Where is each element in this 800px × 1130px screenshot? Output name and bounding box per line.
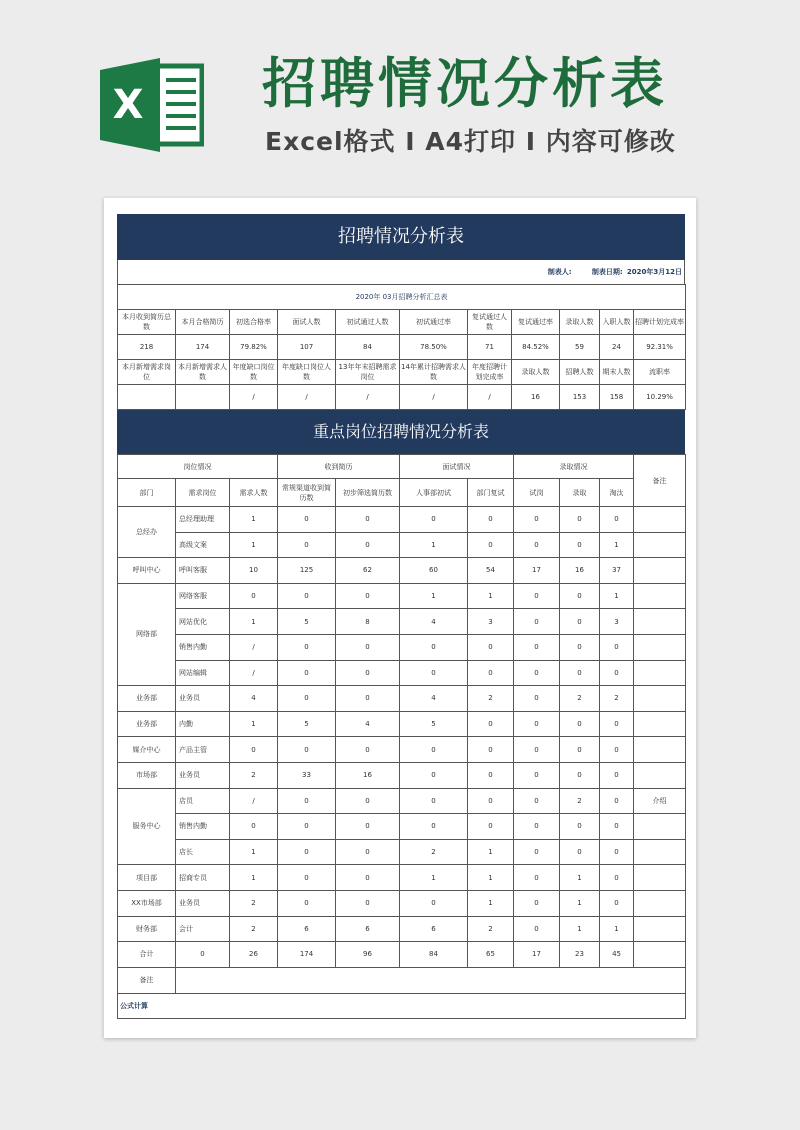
summary-header-cell: 录取人数 bbox=[512, 360, 560, 385]
column-header: 部门复试 bbox=[468, 479, 514, 507]
department-cell: 服务中心 bbox=[118, 788, 176, 865]
table-cell: / bbox=[230, 634, 278, 660]
table-cell: 0 bbox=[468, 762, 514, 788]
summary-value-cell: 84.52% bbox=[512, 335, 560, 360]
table-row bbox=[118, 660, 686, 686]
table-cell: 0 bbox=[336, 890, 400, 916]
table-cell: 0 bbox=[278, 788, 336, 814]
table-cell: 45 bbox=[600, 942, 634, 968]
table-cell: 0 bbox=[560, 507, 600, 533]
table-cell: 0 bbox=[336, 865, 400, 891]
table-cell: 0 bbox=[600, 890, 634, 916]
table-cell: 0 bbox=[336, 788, 400, 814]
table-cell: 0 bbox=[278, 660, 336, 686]
table-cell: 125 bbox=[278, 558, 336, 584]
table-cell: 17 bbox=[514, 558, 560, 584]
table-cell: 0 bbox=[400, 660, 468, 686]
summary-header-cell: 年度缺口岗位数 bbox=[230, 360, 278, 385]
remark-cell bbox=[634, 711, 686, 737]
table-cell: / bbox=[230, 660, 278, 686]
table-cell: 0 bbox=[514, 865, 560, 891]
summary-value-cell bbox=[118, 385, 176, 410]
table-cell: 0 bbox=[468, 507, 514, 533]
column-header: 需求岗位 bbox=[176, 479, 230, 507]
table-cell: 2 bbox=[230, 762, 278, 788]
table-cell: 0 bbox=[278, 532, 336, 558]
department-cell: 总经办 bbox=[118, 507, 176, 558]
table-cell: 0 bbox=[560, 609, 600, 635]
table-cell: 1 bbox=[230, 609, 278, 635]
summary-value-cell: 107 bbox=[278, 335, 336, 360]
table-cell: 3 bbox=[600, 609, 634, 635]
table-row bbox=[118, 788, 686, 814]
sheet-title: 招聘情况分析表 bbox=[117, 214, 685, 260]
table-cell: 0 bbox=[336, 634, 400, 660]
table-cell: 1 bbox=[560, 890, 600, 916]
table-cell: 0 bbox=[514, 916, 560, 942]
table-cell: 店长 bbox=[176, 839, 230, 865]
table-cell: 6 bbox=[400, 916, 468, 942]
table-cell: 10 bbox=[230, 558, 278, 584]
summary-value-cell: / bbox=[336, 385, 400, 410]
table-cell: 呼叫客服 bbox=[176, 558, 230, 584]
remark-cell bbox=[634, 634, 686, 660]
summary-header-cell: 复试通过人数 bbox=[468, 310, 512, 335]
table-cell: 0 bbox=[336, 737, 400, 763]
table-cell: 产品主管 bbox=[176, 737, 230, 763]
table-cell: 0 bbox=[278, 814, 336, 840]
table-cell: 1 bbox=[230, 865, 278, 891]
group-header: 面试情况 bbox=[400, 455, 514, 479]
table-row bbox=[118, 711, 686, 737]
table-row bbox=[118, 558, 686, 584]
table-cell: 2 bbox=[560, 788, 600, 814]
table-row bbox=[118, 942, 686, 968]
remark-cell bbox=[634, 865, 686, 891]
table-cell: 0 bbox=[514, 532, 560, 558]
column-header: 录取 bbox=[560, 479, 600, 507]
summary-value-cell: 59 bbox=[560, 335, 600, 360]
summary-value-cell: 153 bbox=[560, 385, 600, 410]
table-cell: 0 bbox=[278, 634, 336, 660]
table-cell: 0 bbox=[600, 839, 634, 865]
remark-cell bbox=[634, 762, 686, 788]
remark-cell bbox=[634, 737, 686, 763]
table-cell: 2 bbox=[600, 686, 634, 712]
date-value: 2020年3月12日 bbox=[626, 268, 682, 276]
table-cell: 0 bbox=[514, 609, 560, 635]
table-cell: 0 bbox=[468, 788, 514, 814]
department-cell: 呼叫中心 bbox=[118, 558, 176, 584]
remark-column-header: 备注 bbox=[634, 455, 686, 507]
table-cell: 26 bbox=[230, 942, 278, 968]
table-cell: 0 bbox=[600, 634, 634, 660]
table-cell: 0 bbox=[468, 711, 514, 737]
table-cell: 0 bbox=[560, 583, 600, 609]
table-cell: 0 bbox=[514, 660, 560, 686]
table-cell: 0 bbox=[400, 737, 468, 763]
summary-value-cell: 92.31% bbox=[634, 335, 686, 360]
column-header: 试岗 bbox=[514, 479, 560, 507]
summary-value-cell: 10.29% bbox=[634, 385, 686, 410]
svg-text:X: X bbox=[112, 82, 144, 128]
group-header: 岗位情况 bbox=[118, 455, 278, 479]
table-cell: 16 bbox=[560, 558, 600, 584]
table-cell: 1 bbox=[468, 583, 514, 609]
table-cell: 2 bbox=[468, 916, 514, 942]
department-cell: 项目部 bbox=[118, 865, 176, 891]
table-cell: 1 bbox=[468, 890, 514, 916]
table-cell: 0 bbox=[336, 532, 400, 558]
remark-cell bbox=[634, 839, 686, 865]
table-cell: 0 bbox=[600, 711, 634, 737]
group-header: 收到简历 bbox=[278, 455, 400, 479]
table-cell: 33 bbox=[278, 762, 336, 788]
summary-value-cell: / bbox=[400, 385, 468, 410]
table-cell: 0 bbox=[336, 660, 400, 686]
table-cell: 0 bbox=[336, 507, 400, 533]
summary-header-cell: 年度缺口岗位人数 bbox=[278, 360, 336, 385]
date-label: 制表日期: bbox=[591, 268, 623, 276]
remark-cell bbox=[634, 890, 686, 916]
table-cell: 0 bbox=[278, 890, 336, 916]
table-cell: 0 bbox=[400, 762, 468, 788]
summary-value-cell: 16 bbox=[512, 385, 560, 410]
remark-cell bbox=[634, 558, 686, 584]
summary-header-cell: 面试人数 bbox=[278, 310, 336, 335]
table-cell: 0 bbox=[560, 660, 600, 686]
table-cell: 0 bbox=[514, 634, 560, 660]
page-header bbox=[0, 0, 800, 196]
table-cell: 0 bbox=[278, 737, 336, 763]
table-cell: 65 bbox=[468, 942, 514, 968]
table-cell: 0 bbox=[230, 814, 278, 840]
table-cell: 0 bbox=[468, 814, 514, 840]
table-cell: 0 bbox=[514, 507, 560, 533]
table-cell: 1 bbox=[600, 532, 634, 558]
table-row bbox=[118, 583, 686, 609]
table-cell: 1 bbox=[468, 839, 514, 865]
table-cell: 0 bbox=[514, 890, 560, 916]
table-cell: 2 bbox=[468, 686, 514, 712]
table-cell: 0 bbox=[600, 737, 634, 763]
table-cell: 0 bbox=[278, 583, 336, 609]
table-cell: 2 bbox=[230, 890, 278, 916]
table-row bbox=[118, 762, 686, 788]
table-cell: 23 bbox=[560, 942, 600, 968]
table-cell: 高级文案 bbox=[176, 532, 230, 558]
spreadsheet-page bbox=[104, 198, 696, 1038]
summary-header-cell: 本月新增需求岗位 bbox=[118, 360, 176, 385]
table-cell: 0 bbox=[560, 814, 600, 840]
table-cell: 0 bbox=[514, 839, 560, 865]
summary-value-cell: 71 bbox=[468, 335, 512, 360]
summary-header-cell: 本月新增需求人数 bbox=[176, 360, 230, 385]
table-cell: 84 bbox=[400, 942, 468, 968]
group-header: 录取情况 bbox=[514, 455, 634, 479]
table-cell: 0 bbox=[560, 634, 600, 660]
table-row bbox=[118, 507, 686, 533]
department-cell: 业务部 bbox=[118, 686, 176, 712]
column-header: 淘汰 bbox=[600, 479, 634, 507]
table-cell: 0 bbox=[514, 814, 560, 840]
table-cell: 0 bbox=[514, 583, 560, 609]
department-cell: 业务部 bbox=[118, 711, 176, 737]
department-cell: 合计 bbox=[118, 942, 176, 968]
table-row bbox=[118, 839, 686, 865]
formula-label: 公式计算 bbox=[118, 993, 686, 1019]
table-cell: 内勤 bbox=[176, 711, 230, 737]
table-cell: 0 bbox=[600, 660, 634, 686]
table-row bbox=[118, 609, 686, 635]
table-cell: 37 bbox=[600, 558, 634, 584]
table-cell: 0 bbox=[176, 942, 230, 968]
table-cell: 店员 bbox=[176, 788, 230, 814]
summary-header-cell: 复试通过率 bbox=[512, 310, 560, 335]
table-cell: 会计 bbox=[176, 916, 230, 942]
department-cell: 媒介中心 bbox=[118, 737, 176, 763]
table-cell: 招商专员 bbox=[176, 865, 230, 891]
remark-cell bbox=[634, 916, 686, 942]
table-cell: 0 bbox=[336, 839, 400, 865]
summary-header-cell: 招聘计划完成率 bbox=[634, 310, 686, 335]
summary-header-cell: 流职率 bbox=[634, 360, 686, 385]
table-cell: 0 bbox=[468, 660, 514, 686]
table-cell: / bbox=[230, 788, 278, 814]
table-row bbox=[118, 634, 686, 660]
excel-logo-icon bbox=[100, 58, 204, 152]
table-cell: 1 bbox=[400, 865, 468, 891]
summary-header-cell: 期末人数 bbox=[600, 360, 634, 385]
summary-header-cell: 年度招聘计划完成率 bbox=[468, 360, 512, 385]
remark-label: 备注 bbox=[118, 967, 176, 993]
table-cell: 0 bbox=[400, 890, 468, 916]
table-cell: 54 bbox=[468, 558, 514, 584]
remark-cell: 介绍 bbox=[634, 788, 686, 814]
column-header: 初步筛选简历数 bbox=[336, 479, 400, 507]
summary-header-cell: 本月合格简历 bbox=[176, 310, 230, 335]
table-cell: 0 bbox=[468, 737, 514, 763]
key-positions-title: 重点岗位招聘情况分析表 bbox=[117, 410, 685, 454]
table-cell: 1 bbox=[230, 839, 278, 865]
table-cell: 8 bbox=[336, 609, 400, 635]
table-cell: 网站编辑 bbox=[176, 660, 230, 686]
summary-value-cell: 218 bbox=[118, 335, 176, 360]
summary-header-cell: 14年累计招聘需求人数 bbox=[400, 360, 468, 385]
sheet-meta bbox=[117, 260, 685, 284]
table-cell: 4 bbox=[230, 686, 278, 712]
department-cell: XX市场部 bbox=[118, 890, 176, 916]
table-cell: 2 bbox=[560, 686, 600, 712]
summary-caption: 2020年 03月招聘分析汇总表 bbox=[118, 285, 686, 310]
summary-value-cell bbox=[176, 385, 230, 410]
table-cell: 96 bbox=[336, 942, 400, 968]
table-cell: 销售内勤 bbox=[176, 634, 230, 660]
table-cell: 0 bbox=[230, 737, 278, 763]
table-cell: 62 bbox=[336, 558, 400, 584]
summary-header-cell: 初试通过率 bbox=[400, 310, 468, 335]
table-cell: 1 bbox=[560, 916, 600, 942]
table-row bbox=[118, 865, 686, 891]
summary-header-cell: 初试通过人数 bbox=[336, 310, 400, 335]
table-cell: 5 bbox=[400, 711, 468, 737]
table-cell: 0 bbox=[514, 686, 560, 712]
table-cell: 2 bbox=[400, 839, 468, 865]
summary-value-cell: 158 bbox=[600, 385, 634, 410]
table-cell: 网站优化 bbox=[176, 609, 230, 635]
remark-cell bbox=[634, 583, 686, 609]
summary-header-cell: 本月收到简历总数 bbox=[118, 310, 176, 335]
remark-cell bbox=[634, 814, 686, 840]
table-cell: 0 bbox=[400, 788, 468, 814]
key-positions-table bbox=[117, 454, 686, 1019]
table-cell: 0 bbox=[600, 762, 634, 788]
table-cell: 销售内勤 bbox=[176, 814, 230, 840]
table-cell: 2 bbox=[230, 916, 278, 942]
summary-value-cell: / bbox=[230, 385, 278, 410]
summary-value-cell: / bbox=[468, 385, 512, 410]
table-cell: 0 bbox=[278, 865, 336, 891]
summary-header-cell: 入职人数 bbox=[600, 310, 634, 335]
column-header: 人事部初试 bbox=[400, 479, 468, 507]
summary-header-cell: 招聘人数 bbox=[560, 360, 600, 385]
table-cell: 0 bbox=[600, 865, 634, 891]
summary-header-cell: 初选合格率 bbox=[230, 310, 278, 335]
table-row bbox=[118, 686, 686, 712]
table-cell: 1 bbox=[600, 583, 634, 609]
remark-cell bbox=[634, 686, 686, 712]
summary-header-cell: 录取人数 bbox=[560, 310, 600, 335]
remark-cell bbox=[634, 660, 686, 686]
table-row bbox=[118, 737, 686, 763]
table-cell: 0 bbox=[336, 814, 400, 840]
table-cell: 0 bbox=[336, 686, 400, 712]
table-row bbox=[118, 814, 686, 840]
table-cell: 0 bbox=[336, 583, 400, 609]
table-cell: 0 bbox=[560, 839, 600, 865]
remark-cell bbox=[634, 609, 686, 635]
table-cell: 0 bbox=[230, 583, 278, 609]
table-cell: 0 bbox=[278, 507, 336, 533]
table-cell: 0 bbox=[278, 686, 336, 712]
table-cell: 3 bbox=[468, 609, 514, 635]
table-cell: 业务员 bbox=[176, 762, 230, 788]
table-cell: 0 bbox=[514, 762, 560, 788]
table-row bbox=[118, 916, 686, 942]
table-cell: 0 bbox=[400, 507, 468, 533]
table-cell: 6 bbox=[336, 916, 400, 942]
table-cell: 5 bbox=[278, 711, 336, 737]
table-cell: 174 bbox=[278, 942, 336, 968]
table-cell: 业务员 bbox=[176, 890, 230, 916]
remark-cell[interactable] bbox=[176, 967, 686, 993]
column-header: 常规渠道收到简历数 bbox=[278, 479, 336, 507]
remark-cell bbox=[634, 532, 686, 558]
table-cell: 16 bbox=[336, 762, 400, 788]
department-cell: 网络部 bbox=[118, 583, 176, 685]
table-cell: 60 bbox=[400, 558, 468, 584]
table-cell: 1 bbox=[400, 532, 468, 558]
table-cell: 网络客服 bbox=[176, 583, 230, 609]
table-row bbox=[118, 532, 686, 558]
table-cell: 4 bbox=[400, 609, 468, 635]
summary-value-cell: 84 bbox=[336, 335, 400, 360]
table-cell: 4 bbox=[400, 686, 468, 712]
table-cell: 0 bbox=[600, 814, 634, 840]
table-cell: 0 bbox=[600, 507, 634, 533]
table-cell: 0 bbox=[514, 737, 560, 763]
remark-cell bbox=[634, 507, 686, 533]
table-cell: 总经理助理 bbox=[176, 507, 230, 533]
table-cell: 0 bbox=[560, 532, 600, 558]
table-cell: 0 bbox=[400, 634, 468, 660]
table-cell: 0 bbox=[560, 711, 600, 737]
table-cell: 1 bbox=[400, 583, 468, 609]
department-cell: 市场部 bbox=[118, 762, 176, 788]
table-cell: 1 bbox=[230, 507, 278, 533]
table-cell: 6 bbox=[278, 916, 336, 942]
table-cell: 0 bbox=[600, 788, 634, 814]
column-header: 需求人数 bbox=[230, 479, 278, 507]
table-cell: 1 bbox=[560, 865, 600, 891]
table-row bbox=[118, 890, 686, 916]
table-cell: 0 bbox=[514, 788, 560, 814]
table-cell: 4 bbox=[336, 711, 400, 737]
summary-value-cell: 78.50% bbox=[400, 335, 468, 360]
summary-value-cell: / bbox=[278, 385, 336, 410]
table-cell: 业务员 bbox=[176, 686, 230, 712]
table-cell: 0 bbox=[560, 737, 600, 763]
department-cell: 财务部 bbox=[118, 916, 176, 942]
table-cell: 0 bbox=[468, 634, 514, 660]
table-cell: 1 bbox=[600, 916, 634, 942]
summary-value-cell: 174 bbox=[176, 335, 230, 360]
summary-header-cell: 13年年末招聘需求岗位 bbox=[336, 360, 400, 385]
table-cell: 5 bbox=[278, 609, 336, 635]
table-cell: 0 bbox=[400, 814, 468, 840]
preparer-label: 制表人: bbox=[547, 268, 572, 276]
page-subtitle: Excel格式 I A4打印 I 内容可修改 bbox=[265, 127, 676, 156]
table-cell: 0 bbox=[514, 711, 560, 737]
table-cell: 17 bbox=[514, 942, 560, 968]
table-cell: 1 bbox=[230, 711, 278, 737]
page-title: 招聘情况分析表 bbox=[262, 52, 668, 115]
summary-value-cell: 24 bbox=[600, 335, 634, 360]
table-cell: 0 bbox=[278, 839, 336, 865]
column-header: 部门 bbox=[118, 479, 176, 507]
summary-value-cell: 79.82% bbox=[230, 335, 278, 360]
table-cell: 1 bbox=[230, 532, 278, 558]
table-cell: 0 bbox=[468, 532, 514, 558]
table-cell: 1 bbox=[468, 865, 514, 891]
remark-cell bbox=[634, 942, 686, 968]
summary-table bbox=[117, 284, 686, 410]
table-cell: 0 bbox=[560, 762, 600, 788]
